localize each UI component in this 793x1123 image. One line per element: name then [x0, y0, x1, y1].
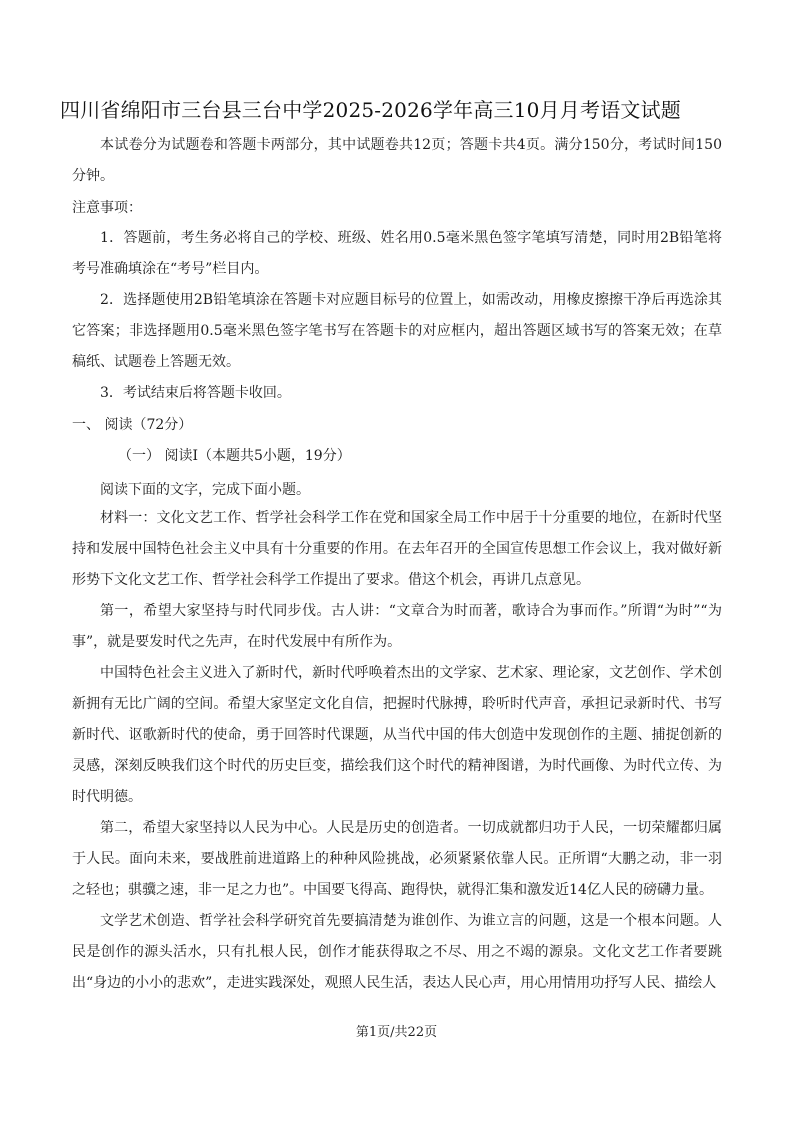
passage-paragraph-5: 文学艺术创造、哲学社会科学研究首先要搞清楚为谁创作、为谁立言的问题，这是一个根本问题。人民是创作的源头活水，只有扎根人民，创作才能获得取之不尽、用之不竭的源泉。文化文艺工作者要跳出“身边的小小的悲欢”，走进实践深处，观照人民生活，表达人民心声，用心用情用功抒写人民、描绘人	[72, 913, 722, 991]
exam-title: 四川省绵阳市三台县三台中学2025-2026学年高三10月月考语文试题	[60, 98, 682, 122]
section-heading: 一、 阅读（72分）	[72, 417, 193, 433]
passage-paragraph-1: 材料一：文化文艺工作、哲学社会科学工作在党和国家全局工作中居于十分重要的地位，在新时代坚持和发展中国特色社会主义中具有十分重要的作用。在去年召开的全国宣传思想工作会议上，我对做好新形势下文化文艺工作、哲学社会科学工作提出了要求。借这个机会，再讲几点意见。	[72, 510, 722, 588]
notice-heading: 注意事项：	[72, 200, 142, 216]
subsection-heading: （一） 阅读Ⅰ（本题共5小题，19分）	[118, 448, 351, 464]
notice-item-3: 3．考试结束后将答题卡收回。	[100, 385, 291, 401]
notice-item-2: 2．选择题使用2B铅笔填涂在答题卡对应题目标号的位置上，如需改动，用橡皮擦擦干净后再选涂其它答案；非选择题用0.5毫米黑色签字笔书写在答题卡的对应框内，超出答题区域书写的答案无效；在草稿纸、试题卷上答题无效。	[72, 292, 722, 370]
passage-paragraph-2: 第一，希望大家坚持与时代同步伐。古人讲：“文章合为时而著，歌诗合为事而作。”所谓“为时”“为事”，就是要发时代之先声，在时代发展中有所作为。	[72, 603, 722, 650]
passage-paragraph-3: 中国特色社会主义进入了新时代，新时代呼唤着杰出的文学家、艺术家、理论家，文艺创作、学术创新拥有无比广阔的空间。希望大家坚定文化自信，把握时代脉搏，聆听时代声音，承担记录新时代、书写新时代、讴歌新时代的使命，勇于回答时代课题，从当代中国的伟大创造中发现创作的主题、捕捉创新的灵感，深刻反映我们这个时代的历史巨变，描绘我们这个时代的精神图谱，为时代画像、为时代立传、为时代明德。	[72, 665, 722, 805]
passage-paragraph-4: 第二，希望大家坚持以人民为中心。人民是历史的创造者。一切成就都归功于人民，一切荣耀都归属于人民。面向未来，要战胜前进道路上的种种风险挑战，必须紧紧依靠人民。正所谓“大鹏之动，非一羽之轻也；骐骥之速，非一足之力也”。中国要飞得高、跑得快，就得汇集和激发近14亿人民的磅礴力量。	[72, 820, 722, 898]
notice-item-1: 1．答题前，考生务必将自己的学校、班级、姓名用0.5毫米黑色签字笔填写清楚，同时用2B铅笔将考号准确填涂在“考号”栏目内。	[72, 230, 722, 277]
reading-instruction: 阅读下面的文字，完成下面小题。	[100, 482, 310, 498]
intro-paragraph: 本试卷分为试题卷和答题卡两部分，其中试题卷共12页；答题卡共4页。满分150分，考试时间150分钟。	[72, 137, 722, 184]
page-footer: 第1页/共22页	[355, 1025, 438, 1040]
